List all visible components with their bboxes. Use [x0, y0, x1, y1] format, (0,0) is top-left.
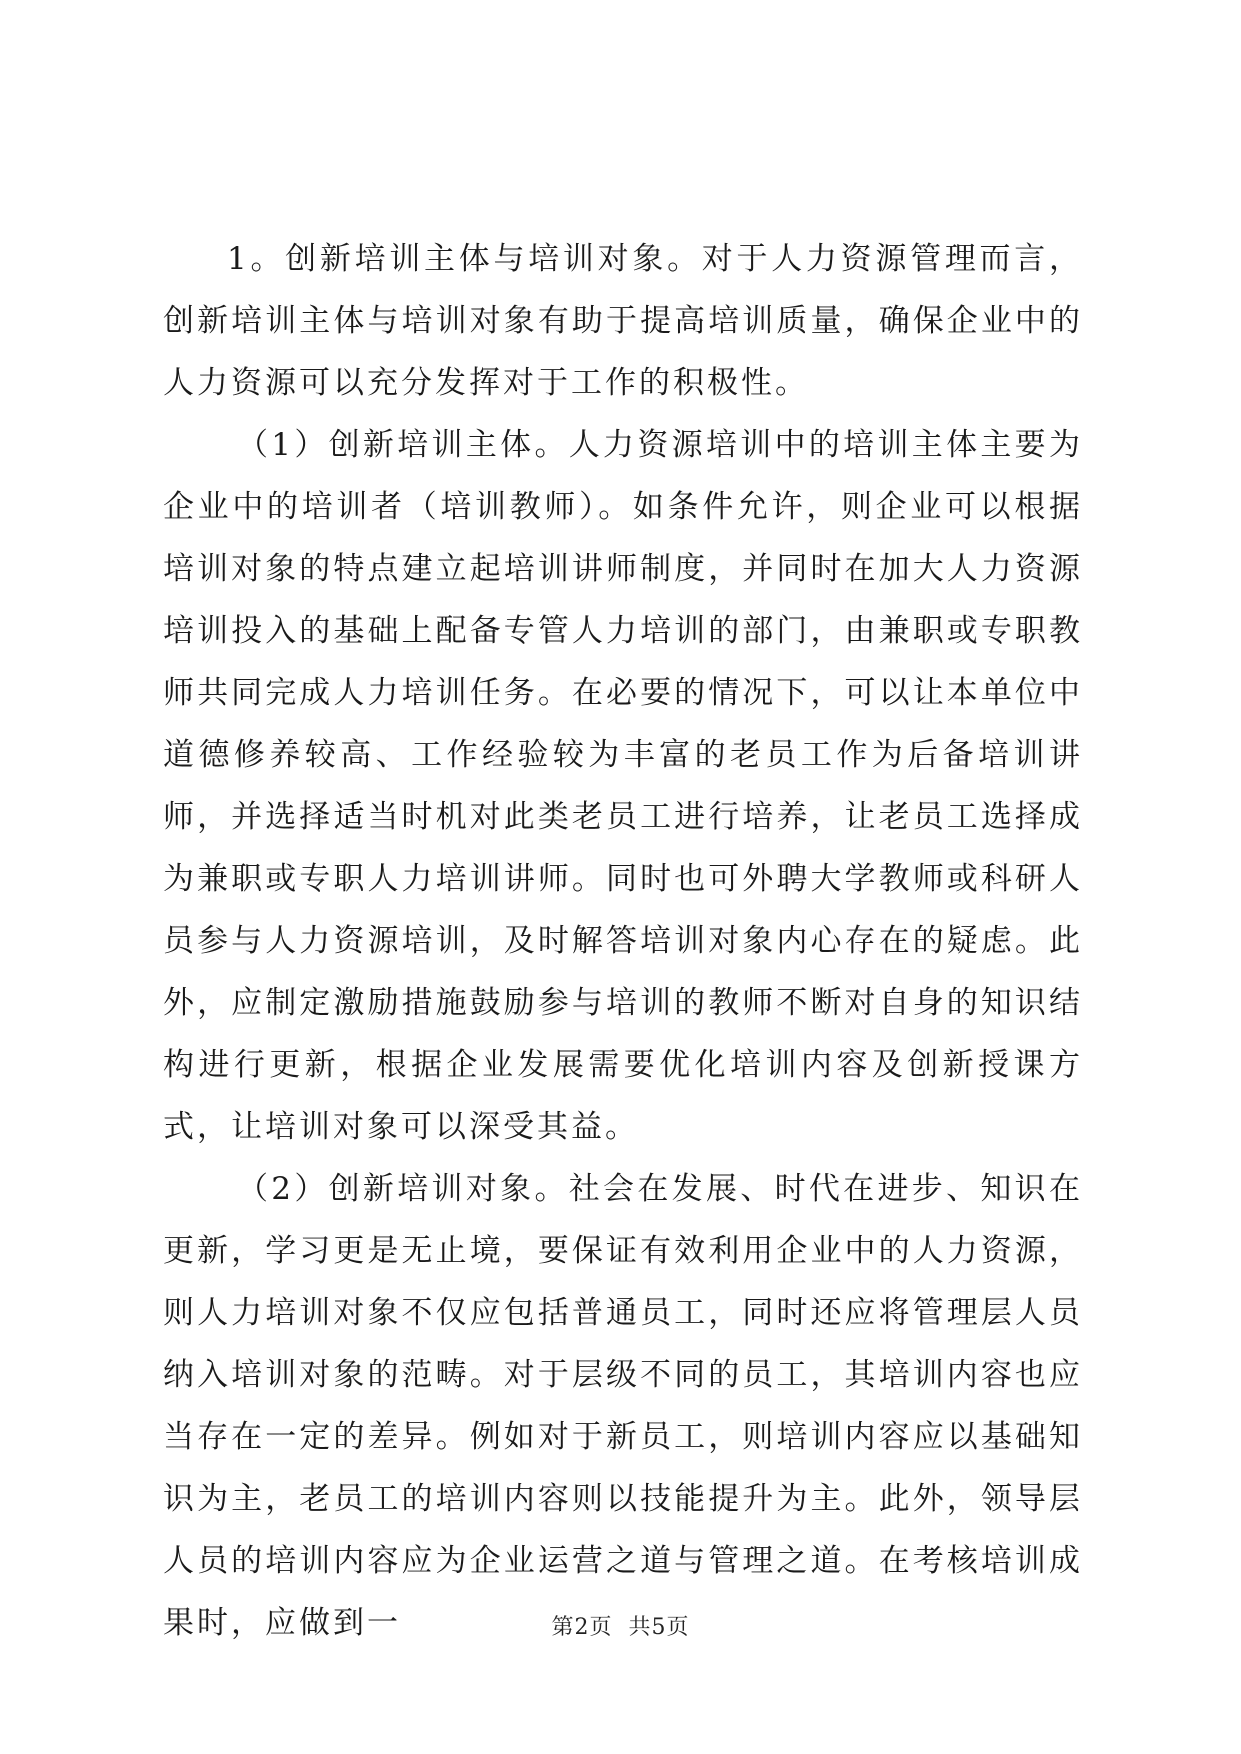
- paragraph-2: （1）创新培训主体。人力资源培训中的培训主体主要为企业中的培训者（培训教师）。如条件允许，则企业可以根据培训对象的特点建立起培训讲师制度，并同时在加大人力资源培训投入的基础上配备专管人力培训的部门，由兼职或专职教师共同完成人力培训任务。在必要的情况下，可以让本单位中道德修养较高、工作经验较为丰富的老员工作为后备培训讲师，并选择适当时机对此类老员工进行培养，让老员工选择成为兼职或专职人力培训讲师。同时也可外聘大学教师或科研人员参与人力资源培训，及时解答培训对象内心存在的疑虑。此外，应制定激励措施鼓励参与培训的教师不断对自身的知识结构进行更新，根据企业发展需要优化培训内容及创新授课方式，让培训对象可以深受其益。: [163, 427, 1083, 1145]
- page-total: 共5页: [628, 1615, 690, 1640]
- page-footer: [0, 1610, 1241, 1641]
- paragraph-1: 1。创新培训主体与培训对象。对于人力资源管理而言，创新培训主体与培训对象有助于提高培训质量，确保企业中的人力资源可以充分发挥对于工作的积极性。: [163, 241, 1083, 401]
- paragraph-3: （2）创新培训对象。社会在发展、时代在进步、知识在更新，学习更是无止境，要保证有效利用企业中的人力资源，则人力培训对象不仅应包括普通员工，同时还应将管理层人员纳入培训对象的范畴。对于层级不同的员工，其培训内容也应当存在一定的差异。例如对于新员工，则培训内容应以基础知识为主，老员工的培训内容则以技能提升为主。此外，领导层人员的培训内容应为企业运营之道与管理之道。在考核培训成果时，应做到一: [163, 1171, 1083, 1641]
- page-number: 第2页: [551, 1615, 613, 1640]
- document-body: [163, 228, 1083, 1654]
